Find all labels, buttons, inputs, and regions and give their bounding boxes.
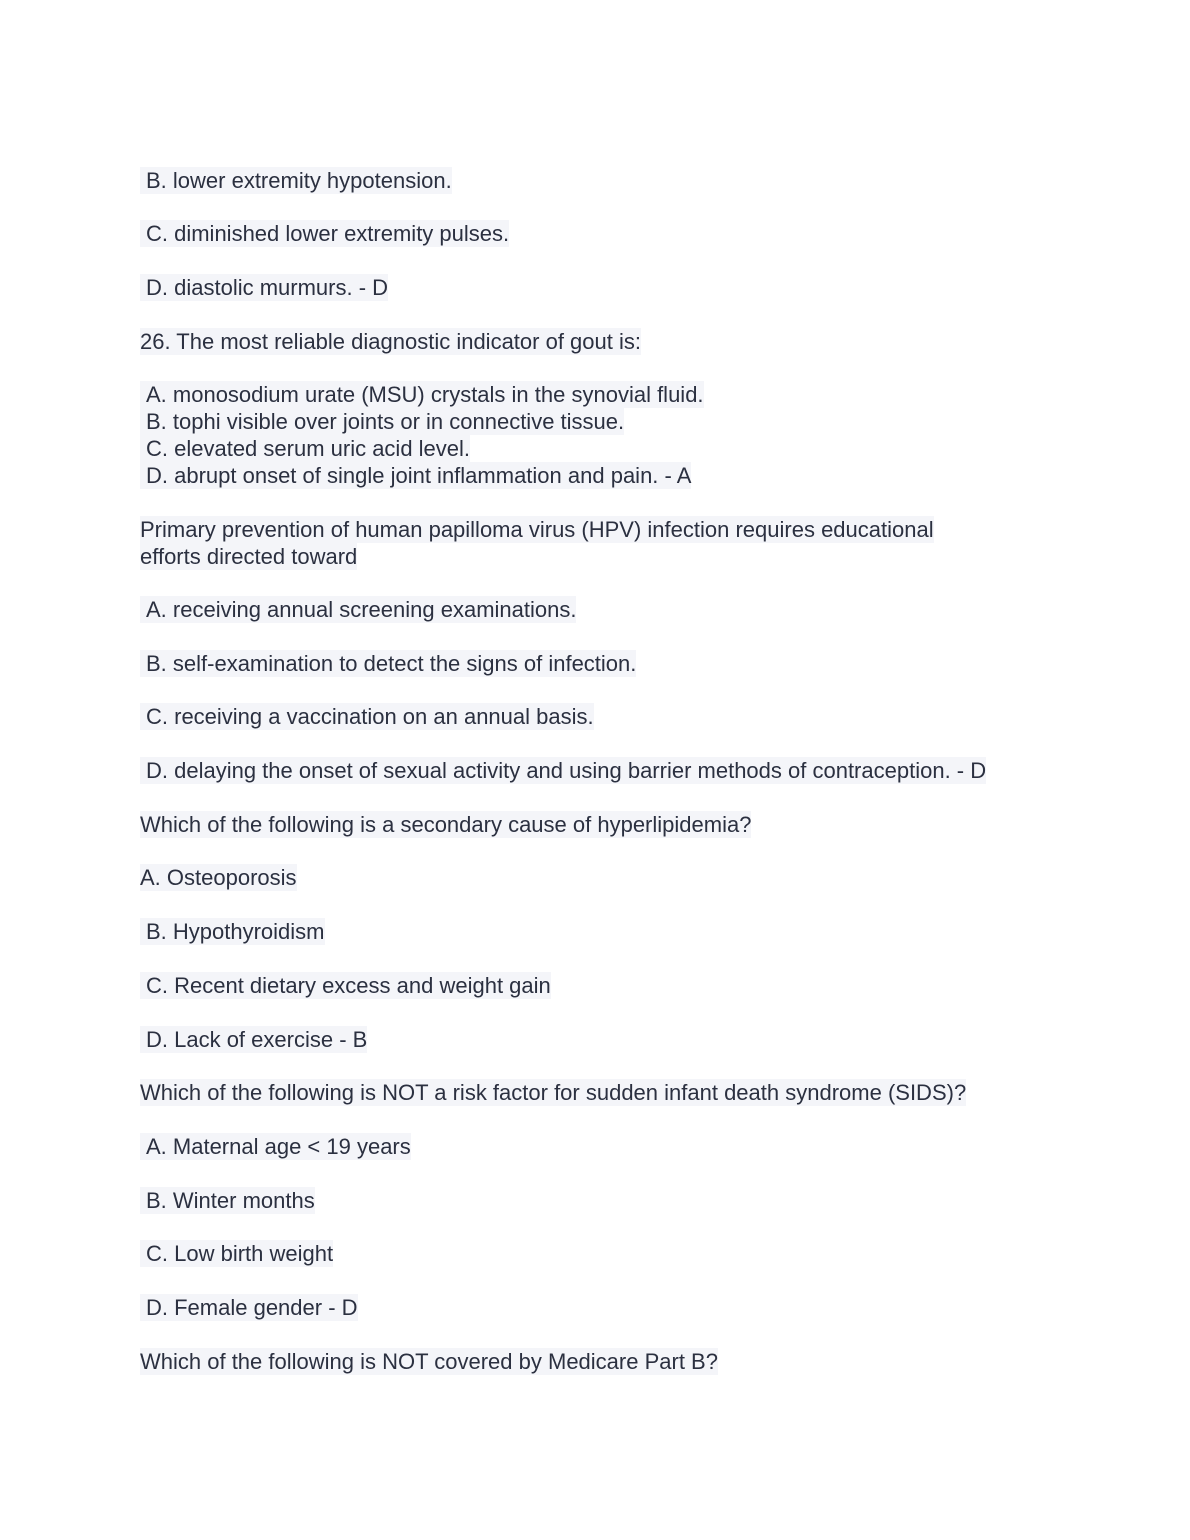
q29-option-b [140,1187,315,1214]
line-text: 26. The most reliable diagnostic indicator of gout is: [140,329,641,354]
line-text: C. receiving a vaccination on an annual basis. [140,703,594,730]
line-text: C. Low birth weight [140,1240,333,1267]
line-text: D. abrupt onset of single joint inflammation and pain. - A [140,462,691,489]
q25-option-c [140,220,509,247]
line-text: B. lower extremity hypotension. [140,167,452,194]
line-text: D. delaying the onset of sexual activity and using barrier methods of contraception. - D [140,757,986,784]
q27-option-a [140,596,576,623]
line-text: B. Winter months [140,1187,315,1214]
line-text: A. Osteoporosis [140,865,297,890]
q29-option-d-answer [140,1294,358,1321]
line-text: A. Maternal age < 19 years [140,1133,411,1160]
line-text: C. diminished lower extremity pulses. [140,220,509,247]
q25-option-d-answer [140,274,388,301]
q30-question [140,1348,718,1375]
line-text: B. self-examination to detect the signs of infection. [140,650,636,677]
line-text: Which of the following is a secondary cause of hyperlipidemia? [140,812,752,837]
q27-option-b [140,650,636,677]
line-text: Primary prevention of human papilloma virus (HPV) infection requires educational [140,517,934,542]
line-text: B. Hypothyroidism [140,918,325,945]
q27-question-line1 [140,516,934,543]
line-text: A. receiving annual screening examinations. [140,596,576,623]
q26-option-b [140,408,624,435]
q28-option-c [140,972,551,999]
q27-option-c [140,703,594,730]
line-text: A. monosodium urate (MSU) crystals in the synovial fluid. [140,381,704,408]
q26-option-d-answer [140,462,691,489]
line-text: D. diastolic murmurs. - D [140,274,388,301]
q25-option-b [140,167,452,194]
q28-option-d-answer [140,1026,367,1053]
line-text: C. elevated serum uric acid level. [140,435,470,462]
q27-question-line2 [140,543,357,570]
q29-option-c [140,1240,333,1267]
q28-option-a [140,864,297,891]
line-text: efforts directed toward [140,544,358,569]
line-text: Which of the following is NOT a risk factor for sudden infant death syndrome (SIDS)? [140,1080,967,1105]
q28-option-b [140,918,325,945]
line-text: D. Lack of exercise - B [140,1026,367,1053]
line-text: C. Recent dietary excess and weight gain [140,972,551,999]
line-text: B. tophi visible over joints or in connective tissue. [140,408,624,435]
q27-option-d-answer [140,757,986,784]
q26-question [140,328,641,355]
line-text: D. Female gender - D [140,1294,358,1321]
line-text: Which of the following is NOT covered by Medicare Part B? [140,1349,718,1374]
q26-option-c [140,435,470,462]
q29-question [140,1079,966,1106]
q29-option-a [140,1133,411,1160]
q28-question [140,811,751,838]
q26-option-a [140,381,704,408]
